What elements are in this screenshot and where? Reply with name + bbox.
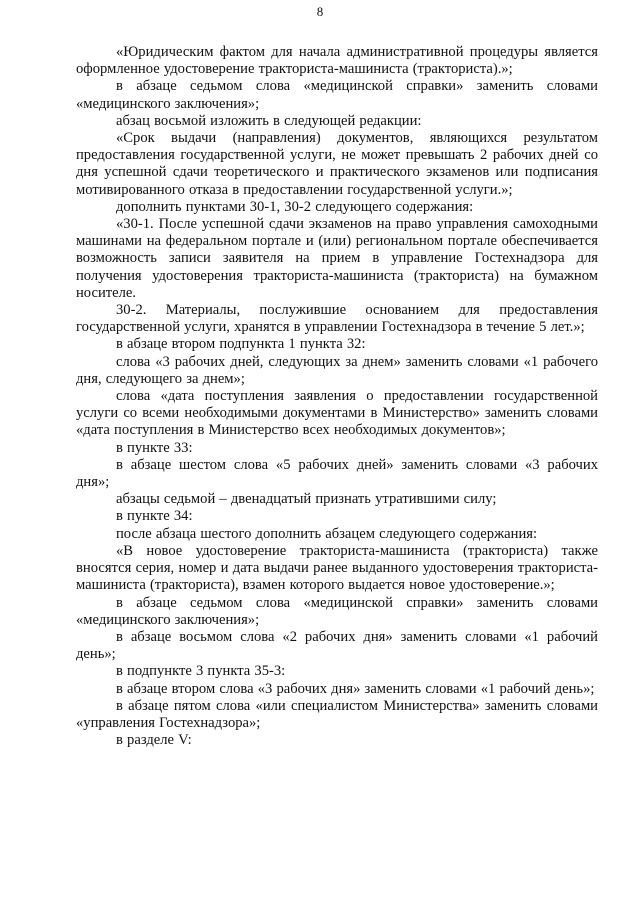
paragraph-9: слова «3 рабочих дней, следующих за днем» заменить словами «1 рабочего дня, следующего за днем»; <box>76 353 598 387</box>
paragraph-12: в абзаце шестом слова «5 рабочих дней» заменить словами «3 рабочих дня»; <box>76 456 598 491</box>
paragraph-21: в абзаце пятом слова «или специалистом Министерства» заменить словами «управления Гостехнадзора»; <box>76 697 598 731</box>
paragraph-20: в абзаце втором слова «3 рабочих дня» заменить словами «1 рабочий день»; <box>116 680 595 697</box>
paragraph-13: абзацы седьмой – двенадцатый признать утратившими силу; <box>116 491 497 508</box>
paragraph-17: в абзаце седьмом слова «медицинской справки» заменить словами «медицинского заключения»; <box>76 594 598 628</box>
page-number: 8 <box>316 4 324 19</box>
paragraph-6: «30-1. После успешной сдачи экзаменов на право управления самоходными машинами на федеральном портале и (или) региональном портале обеспечивается возможность записи заявителя на прием в управление Гостехнадзора для получения удостоверения тракториста-машиниста (тракториста) на бумажном носителе. <box>76 216 598 301</box>
paragraph-10: слова «дата поступления заявления о предоставлении государственной услуги со всеми необходимыми документами в Министерство» заменить словами «дата поступления в Министерство всех необходимых документов»; <box>76 388 598 439</box>
paragraph-4: «Срок выдачи (направления) документов, являющихся результатом предоставления государственной услуги, не может превышать 2 рабочих дней со дня успешной сдачи теоретического и практического экзаменов или подписания мотивированного отказа в предоставлении государственной услуги.»; <box>76 130 598 198</box>
paragraph-3: абзац восьмой изложить в следующей редакции: <box>116 112 422 129</box>
paragraph-14: в пункте 34: <box>116 508 193 525</box>
paragraph-16: «В новое удостоверение тракториста-машиниста (тракториста) также вносятся серия, номер и дата выдачи ранее выданного удостоверения тракториста-машиниста (тракториста), взамен которого выдается новое удостоверение.»; <box>76 542 598 594</box>
paragraph-8: в абзаце втором подпункта 1 пункта 32: <box>116 336 366 353</box>
paragraph-5: дополнить пунктами 30-1, 30-2 следующего содержания: <box>116 198 474 215</box>
paragraph-19: в подпункте 3 пункта 35-3: <box>116 663 286 680</box>
paragraph-2: в абзаце седьмом слова «медицинской справки» заменить словами «медицинского заключения»; <box>76 78 598 112</box>
paragraph-22: в разделе V: <box>116 732 192 749</box>
paragraph-18: в абзаце восьмом слова «2 рабочих дня» заменить словами «1 рабочий день»; <box>76 628 598 663</box>
paragraph-15: после абзаца шестого дополнить абзацем следующего содержания: <box>116 525 538 542</box>
paragraph-7: 30-2. Материалы, послужившие основанием для предоставления государственной услуги, хранятся в управлении Гостехнадзора в течение 5 лет.»; <box>76 302 598 336</box>
paragraph-11: в пункте 33: <box>116 439 193 456</box>
document-body <box>76 44 598 749</box>
paragraph-1: «Юридическим фактом для начала административной процедуры является оформленное удостоверение тракториста-машиниста (тракториста).»; <box>76 44 598 78</box>
